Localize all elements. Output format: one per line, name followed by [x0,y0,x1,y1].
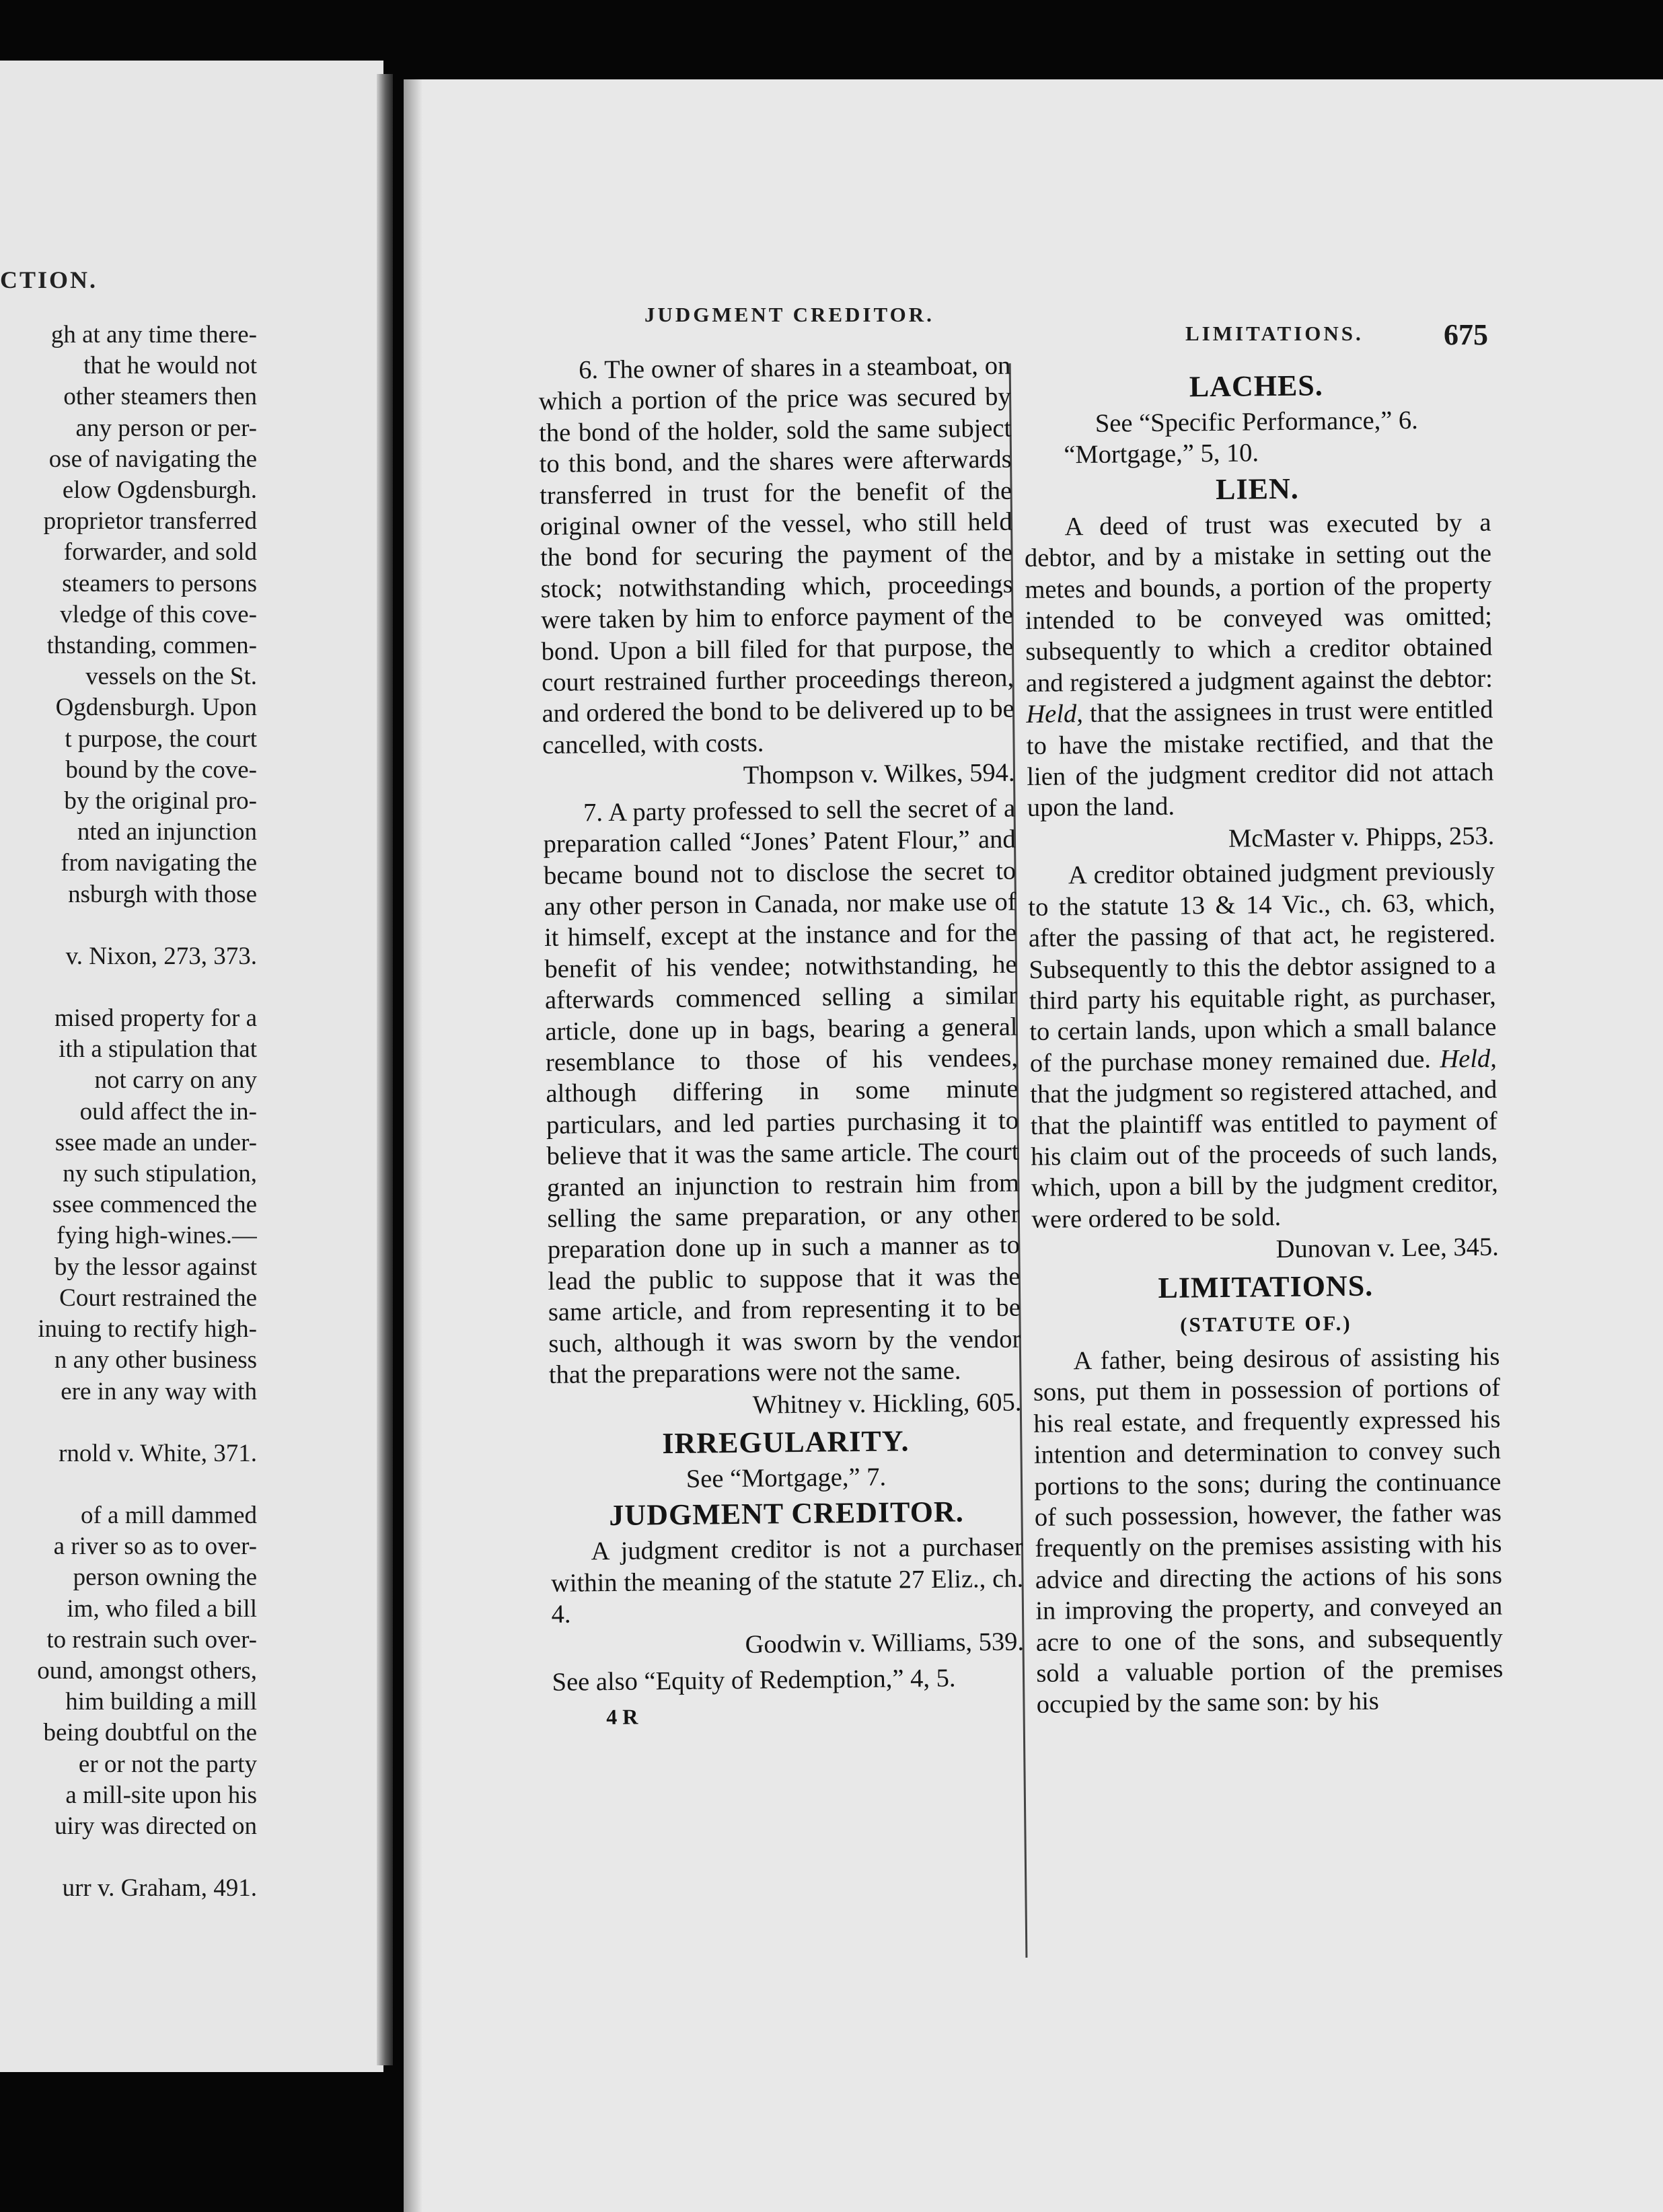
line-gap [0,1407,257,1438]
previous-page-line: from navigating the [61,849,257,877]
previous-page-line: ound, amongst others, [37,1656,257,1685]
previous-page-line: ny such stipulation, [63,1160,257,1188]
previous-page-running-head: CTION. [0,266,98,293]
previous-page-line: by the original pro- [64,787,257,815]
page-gutter-shadow [404,79,422,2212]
previous-page-line: v. Nixon, 273, 373. [65,942,257,970]
left-column [538,351,1025,1734]
previous-page-line: being doubtful on the [43,1719,257,1747]
held-word: Held, [1026,700,1084,729]
cross-reference: “Mortgage,” 5, 10. [1064,439,1259,470]
previous-page-line: uiry was directed on [54,1812,257,1840]
line-gap [0,1469,257,1500]
previous-page-line: bound by the cove- [65,755,257,784]
section-heading-judgment-creditor: JUDGMENT CREDITOR. [609,1495,964,1533]
cross-reference: See “Mortgage,” 7. [686,1463,887,1494]
case-citation: Thompson v. Wilkes, 594. [743,758,1015,790]
section-heading-irregularity: IRREGULARITY. [662,1424,910,1460]
line-gap [0,972,257,1003]
paragraph-text: that the assignees in trust were entitled to have the mistake rectified, and that the lien of the judgment creditor did not attach upon the land. [1026,695,1494,823]
section-heading-lien: LIEN. [1215,472,1299,506]
previous-page-line: proprietor transferred [43,507,257,536]
previous-page-line: ere in any way with [61,1377,257,1405]
line-gap [0,910,257,941]
signature-mark: 4 R [606,1704,638,1730]
previous-page-line: t purpose, the court [65,725,257,753]
book-spine [377,74,393,2065]
previous-page-line: im, who filed a bill [67,1594,257,1623]
page-number: 675 [1444,318,1488,351]
previous-page-line: to restrain such over- [46,1625,257,1654]
paragraph-text: A creditor obtained judgment previously to the statute 13 & 14 Vic., ch. 63, which, after the passing of that act, he registered. Subsequently to this the debtor assigned to a third party his equitable right, as purchaser, to certain lands, upon which a small balance of the purchase money remained due. [1028,856,1497,1078]
previous-page-line: of a mill dammed [80,1501,257,1529]
held-word: Held, [1440,1044,1498,1074]
previous-page-line: inuing to rectify high- [38,1315,257,1343]
previous-page-line: rnold v. White, 371. [59,1439,257,1467]
case-citation: Whitney v. Hickling, 605. [752,1388,1022,1420]
cross-reference: See also “Equity of Redemption,” 4, 5. [552,1664,956,1697]
paragraph-text: that the judgment so registered attached, and that the plaintiff was entitled to payment of his claim out of the proceeds of such lands, which, upon a bill by the judgment creditor, were ordered to be sold. [1030,1075,1498,1234]
previous-page-line: elow Ogdensburgh. [62,476,257,505]
right-column [1023,364,1504,1721]
previous-page-line: Court restrained the [59,1284,257,1312]
previous-page-line: nted an injunction [77,818,257,846]
paragraph-7: 7. A party professed to sell the secret of a preparation called “Jones’ Patent Flour,” and became bound not to disclose the secret to any other person in Canada, nor make use of it himself, except at the instance and for the benefit of his vendee; notwithstanding, he afterwards commenced selling a similar article, done up in bags, bearing a general resemblance to those of his vendees, although differing in some minute particulars, and led parties purchasing it to believe that it was the same article. The court granted an injunction to restrain him from selling the same preparation, or any other preparation done up in such a manner as to lead the public to suppose that it was the same article, and from representing it to be such, although it was sworn by the vendor that the preparations were not the same. [543,794,1021,1389]
case-citation: Goodwin v. Williams, 539. [745,1627,1025,1660]
running-head-right: LIMITATIONS. [1185,322,1364,345]
previous-page-line: a river so as to over- [53,1533,257,1561]
previous-page-line: not carry on any [94,1066,257,1095]
previous-page-line: vessels on the St. [85,663,257,691]
case-citation: Dunovan v. Lee, 345. [1276,1232,1499,1264]
paragraph-limitations: A father, being desirous of assisting his sons, put them in possession of portions of his real estate, and frequently expressed his intention and determination to convey such portions to the sons; during the continuance of such possession, however, the father was frequently on the premises assisting with his advice and directing the actions of his sons in improving the property, and conveyed an acre to one of the sons, and subsequently sold a valuable portion of the premises occupied by the same son: by his [1033,1342,1504,1720]
previous-page-line: Ogdensburgh. Upon [55,694,257,722]
previous-page-line: other steamers then [63,383,257,411]
previous-page-line: nsburgh with those [68,880,257,908]
previous-page-line: thstanding, commen- [46,632,257,660]
previous-page-line: n any other business [54,1346,257,1374]
paragraph-lien-2 [1028,856,1499,1235]
previous-page-line: person owning the [73,1563,257,1592]
section-subheading: (STATUTE OF.) [1179,1311,1352,1337]
paragraph-text: A deed of trust was executed by a debtor, and by a mistake in setting out the metes and bounds, a portion of the property intended to be conveyed was omitted; subsequently to which a creditor obtained and registered a judgment against the debtor: [1024,508,1493,698]
previous-page-line: ould affect the in- [79,1097,257,1126]
previous-page-line: ssee commenced the [52,1191,257,1219]
line-gap [0,1842,257,1873]
previous-page-text [0,320,257,1904]
previous-page-line: er or not the party [78,1750,257,1778]
previous-page-line: him building a mill [65,1688,257,1716]
case-citation: McMaster v. Phipps, 253. [1228,821,1495,853]
previous-page-line: by the lessor against [54,1253,257,1281]
paragraph-lien-1 [1024,507,1494,824]
section-heading-limitations: LIMITATIONS. [1158,1269,1374,1304]
previous-page-line: ith a stipulation that [59,1035,257,1064]
previous-page-line: gh at any time there- [50,321,257,348]
previous-page-line: steamers to persons [62,569,257,597]
previous-page-line: that he would not [83,352,257,380]
paragraph-judgment-creditor: A judgment creditor is not a purchaser within the meaning of the statute 27 Eliz., ch. 4. [550,1533,1024,1629]
previous-page-line: ose of navigating the [48,445,257,473]
paragraph-6: 6. The owner of shares in a steamboat, on which a portion of the price was secured by the bond of the holder, sold the same subject to this bond, and the shares were afterwards transferred in trust for the benefit of the original owner of the vessel, who still held the bond for securing the payment of the stock; notwithstanding which, proceedings were taken by him to enforce payment of the bond. Upon a bill filed for that purpose, the court restrained further proceedings thereon, and ordered the bond to be delivered up to be cancelled, with costs. [538,351,1014,760]
previous-page-line: any person or per- [75,414,257,442]
section-heading-laches: LACHES. [1189,369,1324,404]
previous-page-line: fying high-wines.— [56,1222,257,1250]
cross-reference: See “Specific Performance,” 6. [1095,406,1419,438]
previous-page-line: vledge of this cove- [60,600,257,628]
previous-page-line: urr v. Graham, 491. [62,1874,257,1903]
previous-page-line: ssee made an under- [54,1128,257,1156]
previous-page-line: a mill-site upon his [65,1781,257,1809]
running-head-left: JUDGMENT CREDITOR. [644,303,934,326]
previous-page-line: forwarder, and sold [63,538,257,566]
previous-page-line: mised property for a [54,1004,257,1033]
previous-page [0,61,383,2072]
